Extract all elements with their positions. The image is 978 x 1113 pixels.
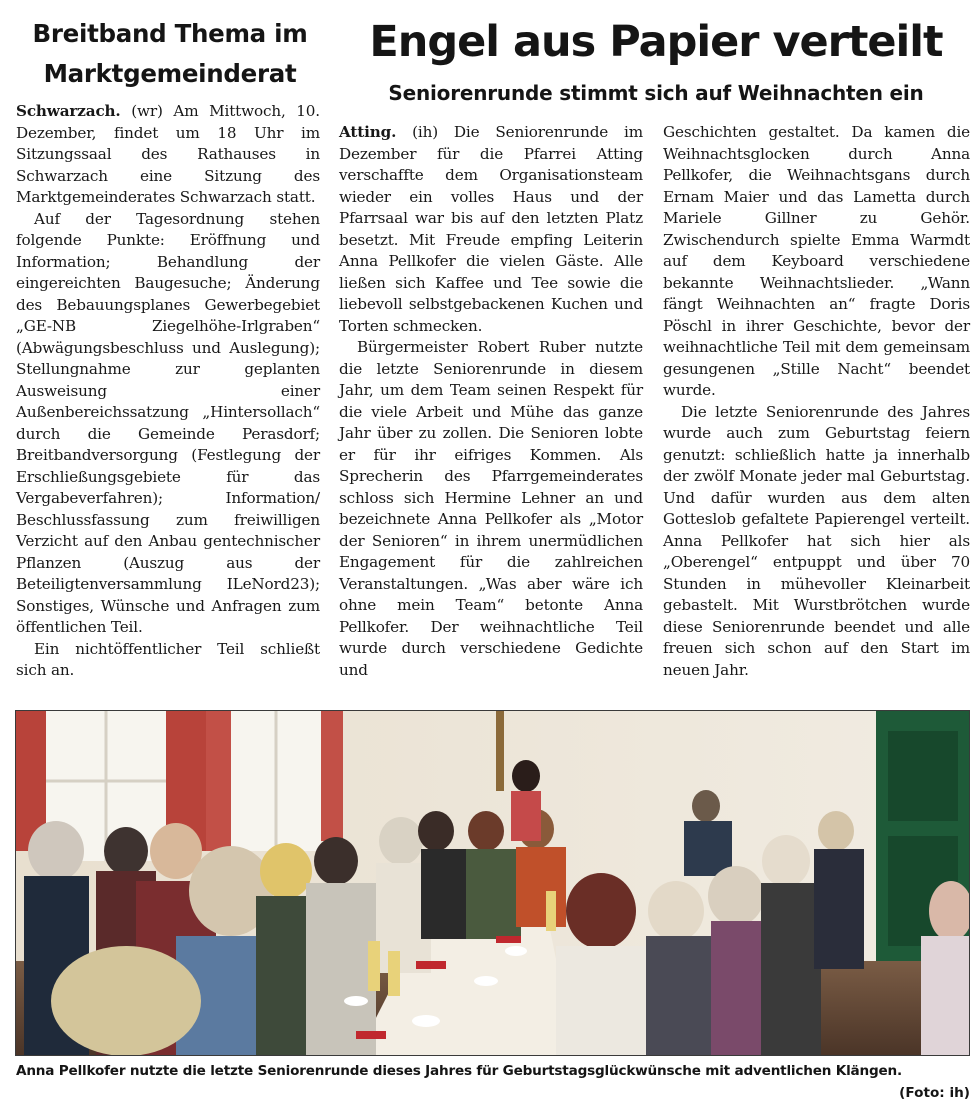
main-article-paragraph-2-continued: Geschichten gestaltet. Da kamen die Weihnachtsglocken durch Anna Pellkofer, die Weihnachtsgans durch Ernam Maier und das Lametta durch Mariele Gillner zu Gehör. Zwischendurch spielte Emma Warmdt auf dem Keyboard verschiedene bekannte Weihnachtslieder. „Wann fängt Weihnachten an“ fragte Doris Pöschl in ihrer Geschichte, bevor der weihnachtliche Teil mit dem gemeinsam gesungenen „Stille Nacht“ beendet wurde. [663,123,970,399]
left-article-dateline: Schwarzach. [16,102,121,120]
photo-credit: (Foto: ih) [899,1085,970,1101]
photo-illustration [16,711,970,1056]
main-article-paragraph-1-text: (ih) Die Seniorenrunde im Dezember für die Pfarrei Atting verschaffte dem Organisationsteam wieder ein volles Haus und der Pfarrsaal war bis auf den letzten Platz besetzt. Mit Freude empfing Leiterin Anna Pellkofer die vielen Gäste. Alle ließen sich Kaffee und Tee sowie die liebevoll selbstgebackenen Kuchen und Torten schmecken. [339,123,643,335]
left-article-paragraph-1 [16,101,320,209]
main-article-dateline: Atting. [339,123,397,141]
main-article-column-2 [663,122,970,681]
left-article-headline [20,14,320,94]
article-photo [15,710,970,1056]
left-headline-line-1: Breitband Thema im [32,19,308,48]
left-headline-line-2: Marktgemeinderat [43,59,297,88]
main-article-subheadline: Seniorenrunde stimmt sich auf Weihnachten ein [388,81,924,105]
left-article-body [16,101,320,682]
photo-caption: Anna Pellkofer nutzte die letzte Seniorenrunde dieses Jahres für Geburtstagsglückwünsche mit adventlichen Klängen. [16,1063,902,1079]
left-article-paragraph-2: Auf der Tagesordnung stehen folgende Punkte: Eröffnung und Information; Behandlung der eingereichten Baugesuche; Änderung des Bebauungsplanes Gewerbegebiet „GE-NB Ziegelhöhe-Irlgraben“ (Abwägungsbeschluss und Auslegung); Stellungnahme zur geplanten Ausweisung einer Außenbereichssatzung „Hintersollach“ durch die Gemeinde Perasdorf; Breitbandversorgung (Festlegung der Erschließungsgebiete für das Vergabeverfahren); Information/ Beschlussfassung zum freiwilligen Verzicht auf den Anbau gentechnischer Pflanzen (Auszug aus der Beteiligtenversammlung ILeNord23); Sonstiges, Wünsche und Anfragen zum öffentlichen Teil. [16,209,320,636]
left-article-paragraph-1-text: (wr) Am Mittwoch, 10. Dezember, findet um 18 Uhr im Sitzungssaal des Rathauses in Schwarzach eine Sitzung des Marktgemeinderates Schwarzach statt. [16,102,320,206]
left-article-paragraph-3: Ein nichtöffentlicher Teil schließt sich an. [16,639,320,679]
main-article-paragraph-1 [339,122,643,337]
main-article-column-1 [339,122,643,681]
main-article-paragraph-3: Die letzte Seniorenrunde des Jahres wurde auch zum Geburtstag feiern genutzt: schließlich hatte ja innerhalb der zwölf Monate jeder mal Geburtstag. Und dafür wurden aus dem alten Gotteslob gefaltete Papierengel verteilt. Anna Pellkofer hat sich hier als „Oberengel“ entpuppt und über 70 Stunden in mühevoller Kleinarbeit gebastelt. Mit Wurstbrötchen wurde diese Seniorenrunde beendet und alle freuen sich schon auf den Start im neuen Jahr. [663,402,970,679]
main-article-paragraph-2: Bürgermeister Robert Ruber nutzte die letzte Seniorenrunde in diesem Jahr, um dem Team seinen Respekt für die viele Arbeit und Mühe das ganze Jahr über zu zollen. Die Senioren lobte er für ihr eifriges Kommen. Als Sprecherin des Pfarrgemeinderates schloss sich Hermine Lehner an und bezeichnete Anna Pellkofer als „Motor der Senioren“ in ihrem unermüdlichen Engagement für die zahlreichen Veranstaltungen. „Was aber wäre ich ohne mein Team“ betonte Anna Pellkofer. Der weihnachtliche Teil wurde durch verschiedene Gedichte und [339,338,643,679]
main-article-headline: Engel aus Papier verteilt [369,17,943,67]
